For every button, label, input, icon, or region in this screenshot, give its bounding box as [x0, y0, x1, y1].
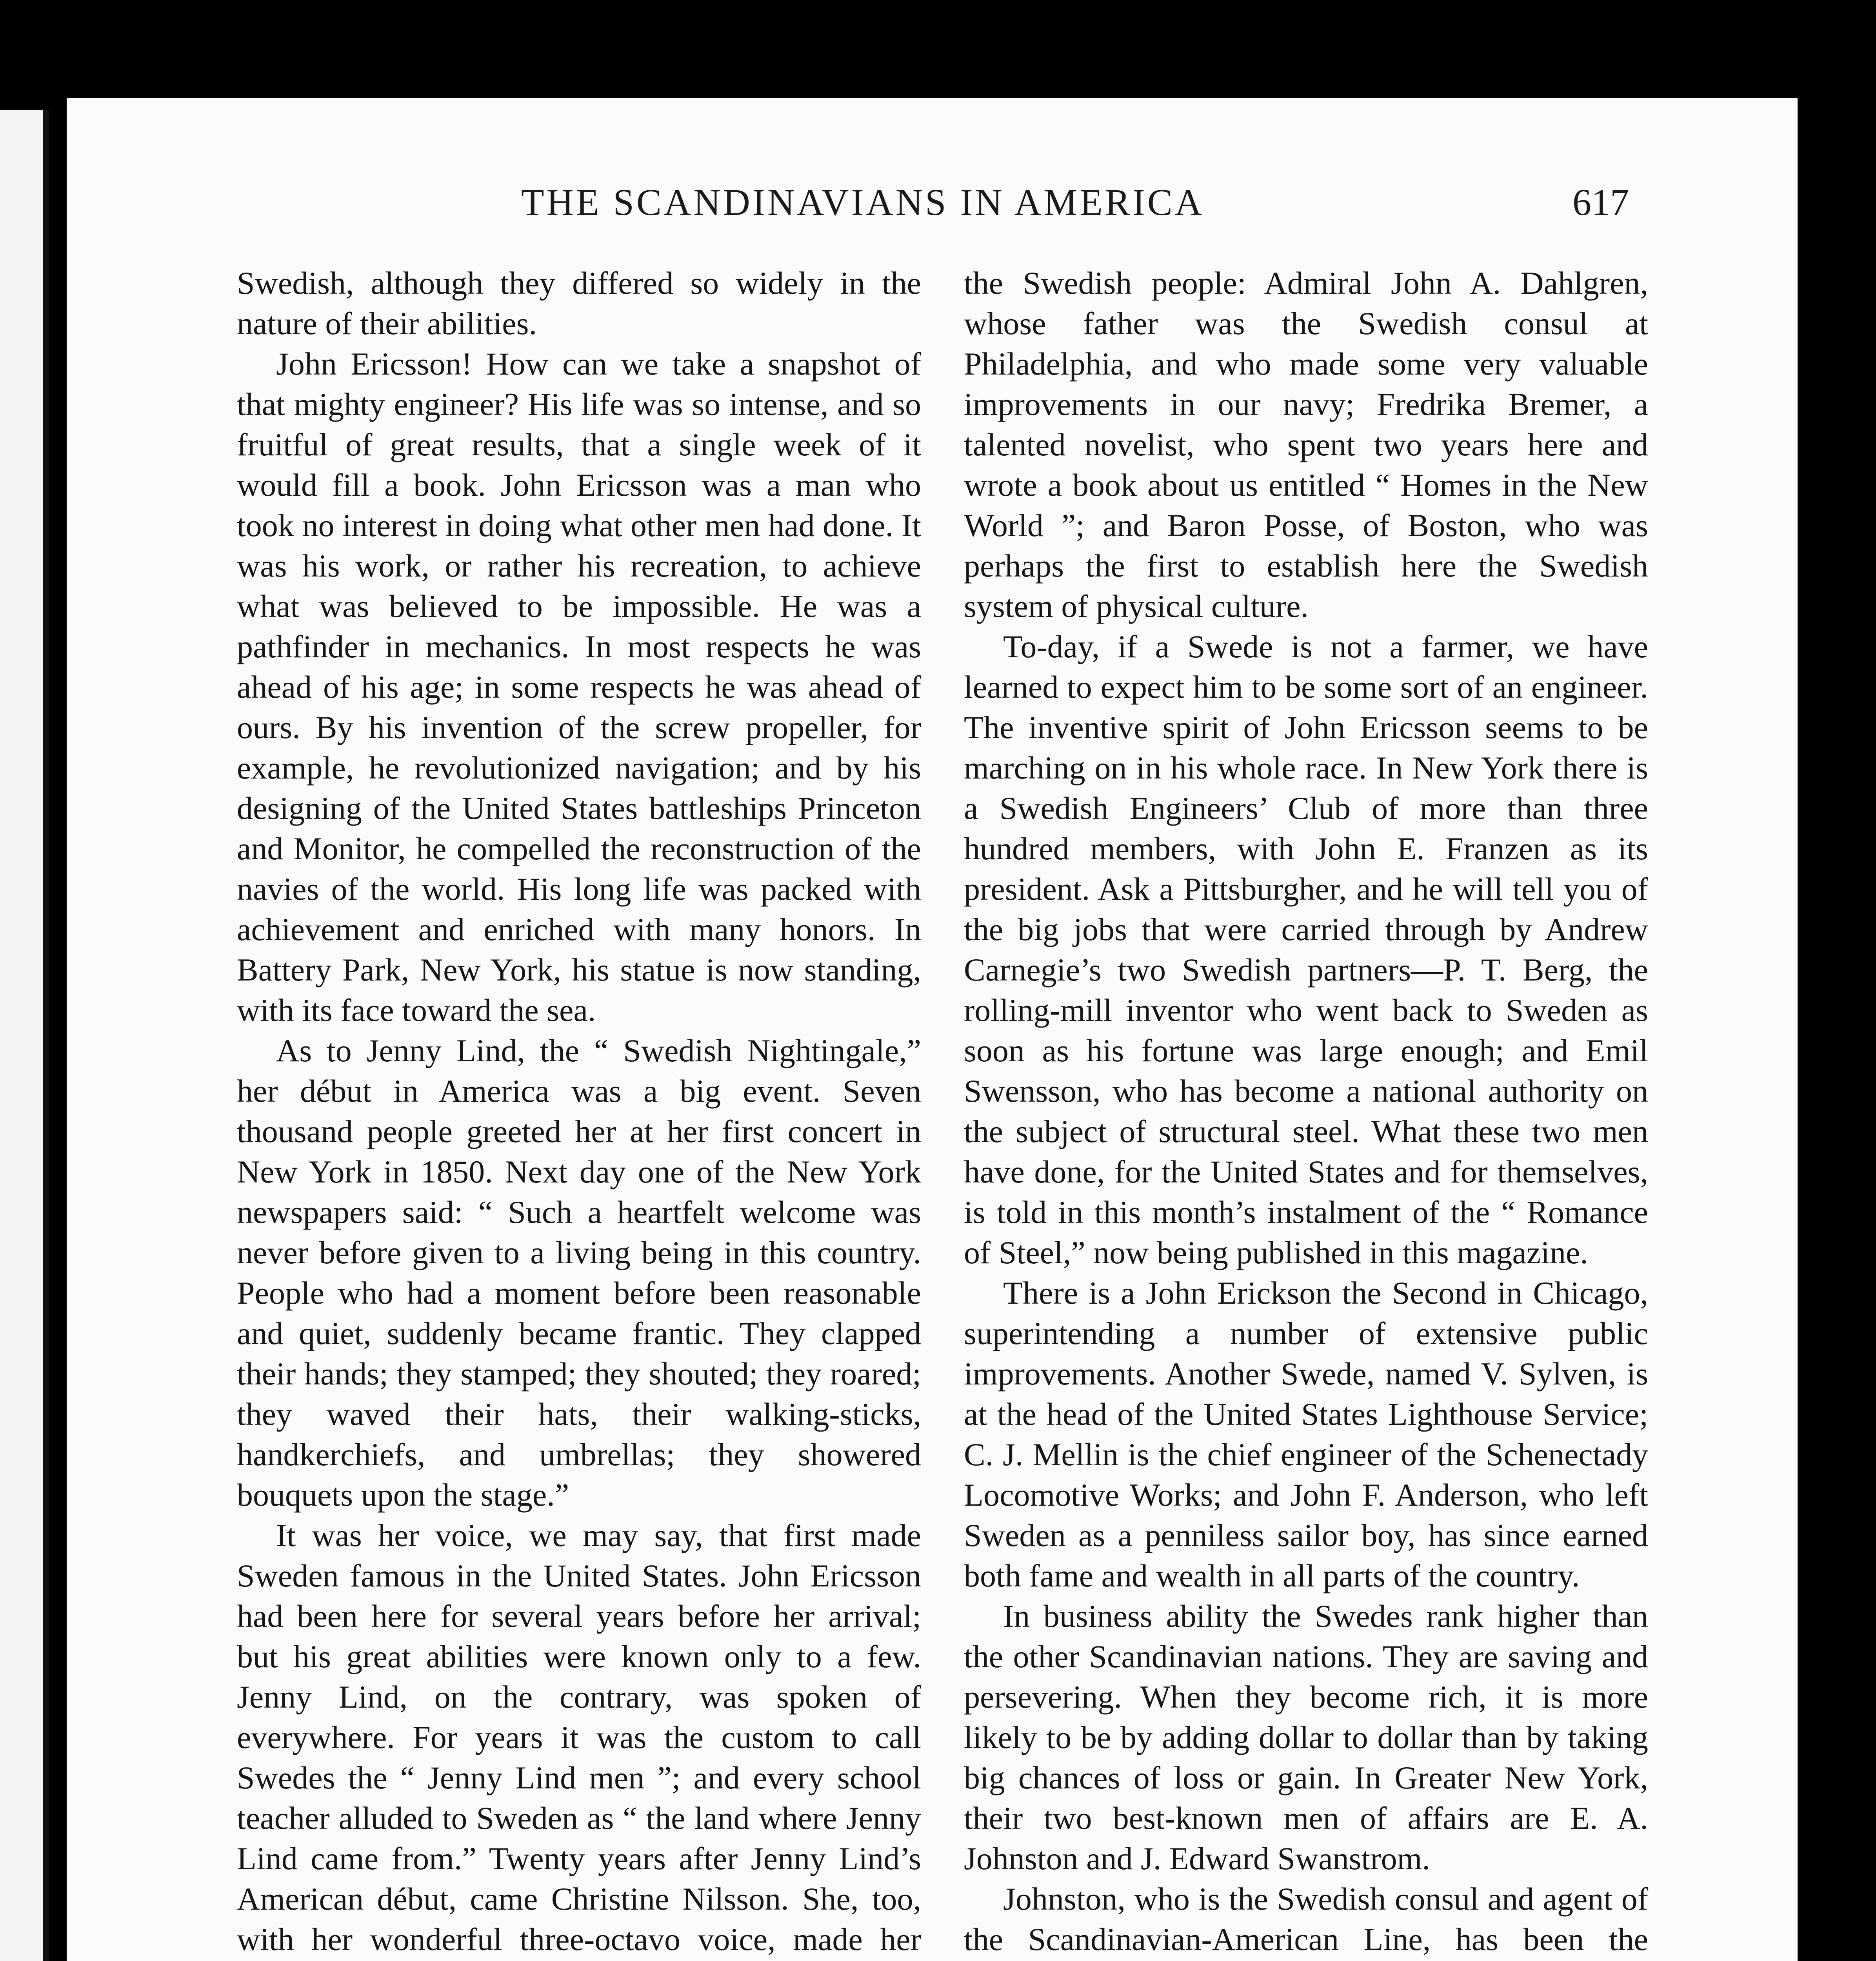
page-number: 617 [1572, 181, 1629, 223]
paragraph: In business ability the Swedes rank higher than the other Scandinavian nations. They are saving and persevering. When they become rich, it is more likely to be by adding dollar to dollar than by taking big chances of loss or gain. In Greater New York, their two best-known men of affairs are E. A. Johnston and J. Edward Swanstrom. [964, 1598, 1648, 1876]
magazine-page [67, 98, 1798, 1961]
running-title: THE SCANDINAVIANS IN AMERICA [521, 181, 1205, 223]
paragraph: Swedish, although they differed so widely in the nature of their abilities. [237, 265, 921, 341]
paragraph: the Swedish people: Admiral John A. Dahlgren, whose father was the Swedish consul at Philadelphia, and who made some very valuable improvements in our navy; Fredrika Bremer, a talented novelist, who spent two years here and wrote a book about us entitled “ Homes in the New World ”; and Baron Posse, of Boston, who was perhaps the first to establish here the Swedish system of physical culture. [964, 265, 1648, 624]
paragraph: It was her voice, we may say, that first made Sweden famous in the United States. John Ericsson had been here for several years before her arrival; but his great abilities were known only to a few. Jenny Lind, on the contrary, was spoken of everywhere. For years it was the custom to call Swedes the “ Jenny Lind men ”; and every school teacher alluded to Sweden as “ the land where Jenny Lind came from.” Twenty years after Jenny Lind’s American début, came Christine Nilsson. She, too, with her wonderful three-octavo voice, made her [237, 1517, 921, 1957]
paragraph: John Ericsson! How can we take a snapshot of that mighty engineer? His life was so intense, and so fruitful of great results, that a single week of it would fill a book. John Ericsson was a man who took no interest in doing what other men had done. It was his work, or rather his recreation, to achieve what was believed to be impossible. He was a pathfinder in mechanics. In most respects he was ahead of his age; in some respects he was ahead of ours. By his invention of the screw propeller, for example, he revolutionized navigation; and by his designing of the United States battleships Princeton and Monitor, he compelled the reconstruction of the navies of the world. His long life was packed with achievement and enriched with many honors. In Battery Park, New York, his statue is now standing, with its face toward the sea. [237, 346, 921, 1028]
paragraph: Johnston, who is the Swedish consul and agent of the Scandinavian-American Line, has been the [964, 1881, 1648, 1957]
paragraph: There is a John Erickson the Second in Chicago, superintending a number of extensive public improvements. Another Swede, named V. Sylven, is at the head of the United States Lighthouse Service; C. J. Mellin is the chief engineer of the Schenectady Locomotive Works; and John F. Anderson, who left Sweden as a penniless sailor boy, has since earned both fame and wealth in all parts of the country. [964, 1275, 1648, 1594]
facing-page-edge [0, 110, 49, 1961]
paragraph: As to Jenny Lind, the “ Swedish Nightingale,” her début in America was a big event. Seven thousand people greeted her at her first concert in New York in 1850. Next day one of the New York newspapers said: “ Such a heartfelt welcome was never before given to a living being in this country. People who had a moment before been reasonable and quiet, suddenly became frantic. They clapped their hands; they stamped; they shouted; they roared; they waved their hats, their walking-sticks, handkerchiefs, and umbrellas; they showered bouquets upon the stage.” [237, 1033, 921, 1513]
right-text-column [964, 263, 1648, 1961]
page-header [67, 180, 1798, 243]
left-text-column [237, 263, 921, 1961]
paragraph: To-day, if a Swede is not a farmer, we have learned to expect him to be some sort of an engineer. The inventive spirit of John Ericsson seems to be marching on in his whole race. In New York there is a Swedish Engineers’ Club of more than three hundred members, with John E. Franzen as its president. Ask a Pittsburgher, and he will tell you of the big jobs that were carried through by Andrew Carnegie’s two Swedish partners—P. T. Berg, the rolling-mill inventor who went back to Sweden as soon as his fortune was large enough; and Emil Swensson, who has become a national authority on the subject of structural steel. What these two men have done, for the United States and for themselves, is told in this month’s instalment of the “ Romance of Steel,” now being published in this magazine. [964, 629, 1648, 1270]
